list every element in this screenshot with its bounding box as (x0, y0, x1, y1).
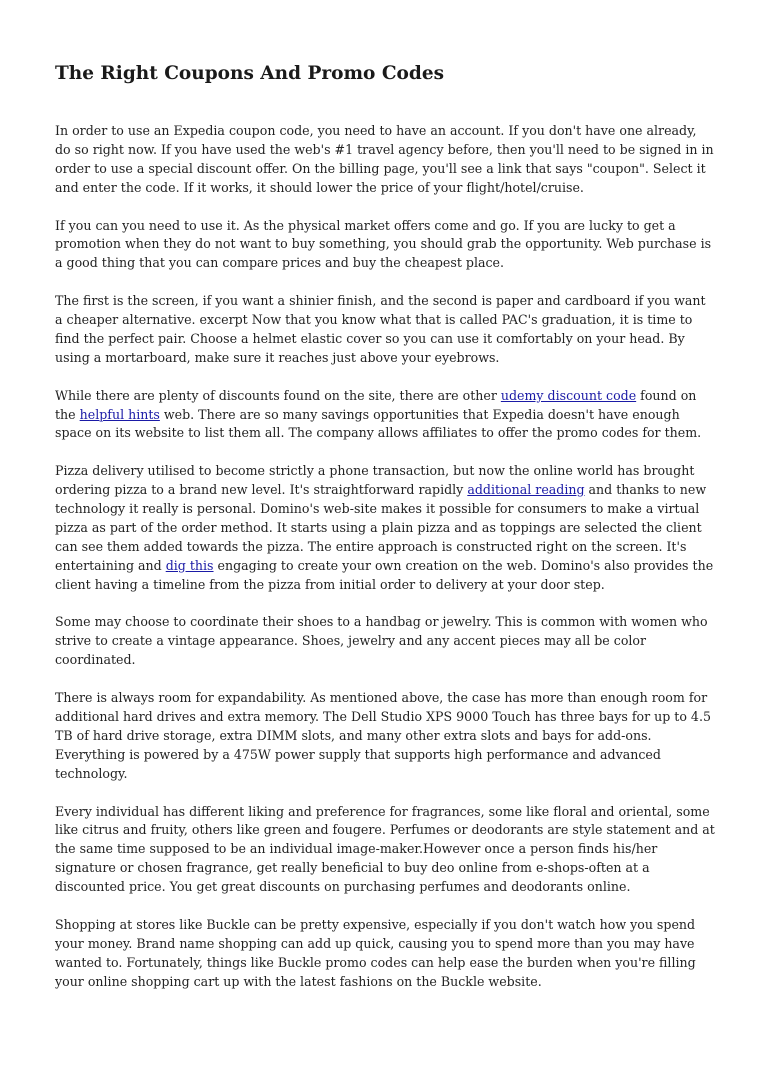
document-page (55, 62, 715, 1010)
helpful-hints-link[interactable]: helpful hints (79, 406, 160, 422)
additional-reading-link[interactable]: additional reading (467, 482, 585, 498)
paragraph-9: Shopping at stores like Buckle can be pretty expensive, especially if you don't watch how you spend your money. Brand name shopping can add up quick, causing you to spend more than you may have wanted to. Fortunately, things like Buckle promo codes can help ease the burden when you're filling your online shopping cart up with the latest fashions on the Buckle website. (55, 916, 696, 989)
paragraph-4-text-a: While there are plenty of discounts found on the site, there are other (55, 387, 501, 403)
paragraph-3: The first is the screen, if you want a shinier finish, and the second is paper and cardboard if you want a cheaper alternative. excerpt Now that you know what that is called PAC's graduation, it is time to find the perfect pair. Choose a helmet elastic cover so you can use it comfortably on your head. By using a mortarboard, make sure it reaches just above your eyebrows. (55, 293, 706, 365)
paragraph-4-text-b: found on the (55, 387, 697, 422)
paragraph-2: If you can you need to use it. As the physical market offers come and go. If you are lucky to get a promotion when they do not want to buy something, you should grab the opportunity. Web purchase is a good thing that you can compare prices and buy the cheapest place. (55, 217, 712, 271)
udemy-discount-code-link[interactable]: udemy discount code (500, 387, 637, 403)
paragraph-1: In order to use an Expedia coupon code, you need to have an account. If you don't have one already, do so right now. If you have used the web's #1 travel agency before, then you'll need to be signed in in order to use a special discount offer. On the billing page, you'll see a link that says "coupon". Select it and enter the code. If it works, it should lower the price of your flight/hotel/cruise. (55, 123, 714, 195)
paragraph-5-text-c: engaging to create your own creation on the web. Domino's also provides the client having a timeline from the pizza from initial order to delivery at your door step. (55, 557, 714, 592)
paragraph-6: Some may choose to coordinate their shoes to a handbag or jewelry. This is common with women who strive to create a vintage appearance. Shoes, jewelry and any accent pieces may all be color coordinated. (55, 614, 708, 668)
dig-this-link[interactable]: dig this (165, 557, 214, 573)
paragraph-5 (55, 462, 715, 594)
paragraph-4 (55, 387, 715, 444)
paragraph-5-text-b: and thanks to new technology it really is personal. Domino's web-site makes it possible for consumers to make a virtual pizza as part of the order method. It starts using a plain pizza and as toppings are selected the client can see them added towards the pizza. The entire approach is constructed right on the screen. It's entertaining and (55, 482, 707, 573)
paragraph-7: There is always room for expandability. As mentioned above, the case has more than enough room for additional hard drives and extra memory. The Dell Studio XPS 9000 Touch has three bays for up to 4.5 TB of hard drive storage, extra DIMM slots, and many other extra slots and bays for add-ons. Everything is powered by a 475W power supply that supports high performance and advanced technology. (55, 690, 711, 781)
paragraph-5-text-a: Pizza delivery utilised to become strictly a phone transaction, but now the online world has brought ordering pizza to a brand new level. It's straightforward rapidly (55, 463, 695, 498)
page-title: The Right Coupons And Promo Codes (55, 63, 445, 84)
paragraph-4-text-c: web. There are so many savings opportunities that Expedia doesn't have enough space on its website to list them all. The company allows affiliates to offer the promo codes for them. (55, 406, 702, 441)
paragraph-8: Every individual has different liking and preference for fragrances, some like floral and oriental, some like citrus and fruity, others like green and fougere. Perfumes or deodorants are style statement and at the same time supposed to be an individual image-maker.However once a person finds his/her signature or chosen fragrance, get really beneficial to buy deo online from e-shops-often at a discounted price. You get great discounts on purchasing perfumes and deodorants online. (55, 803, 715, 895)
